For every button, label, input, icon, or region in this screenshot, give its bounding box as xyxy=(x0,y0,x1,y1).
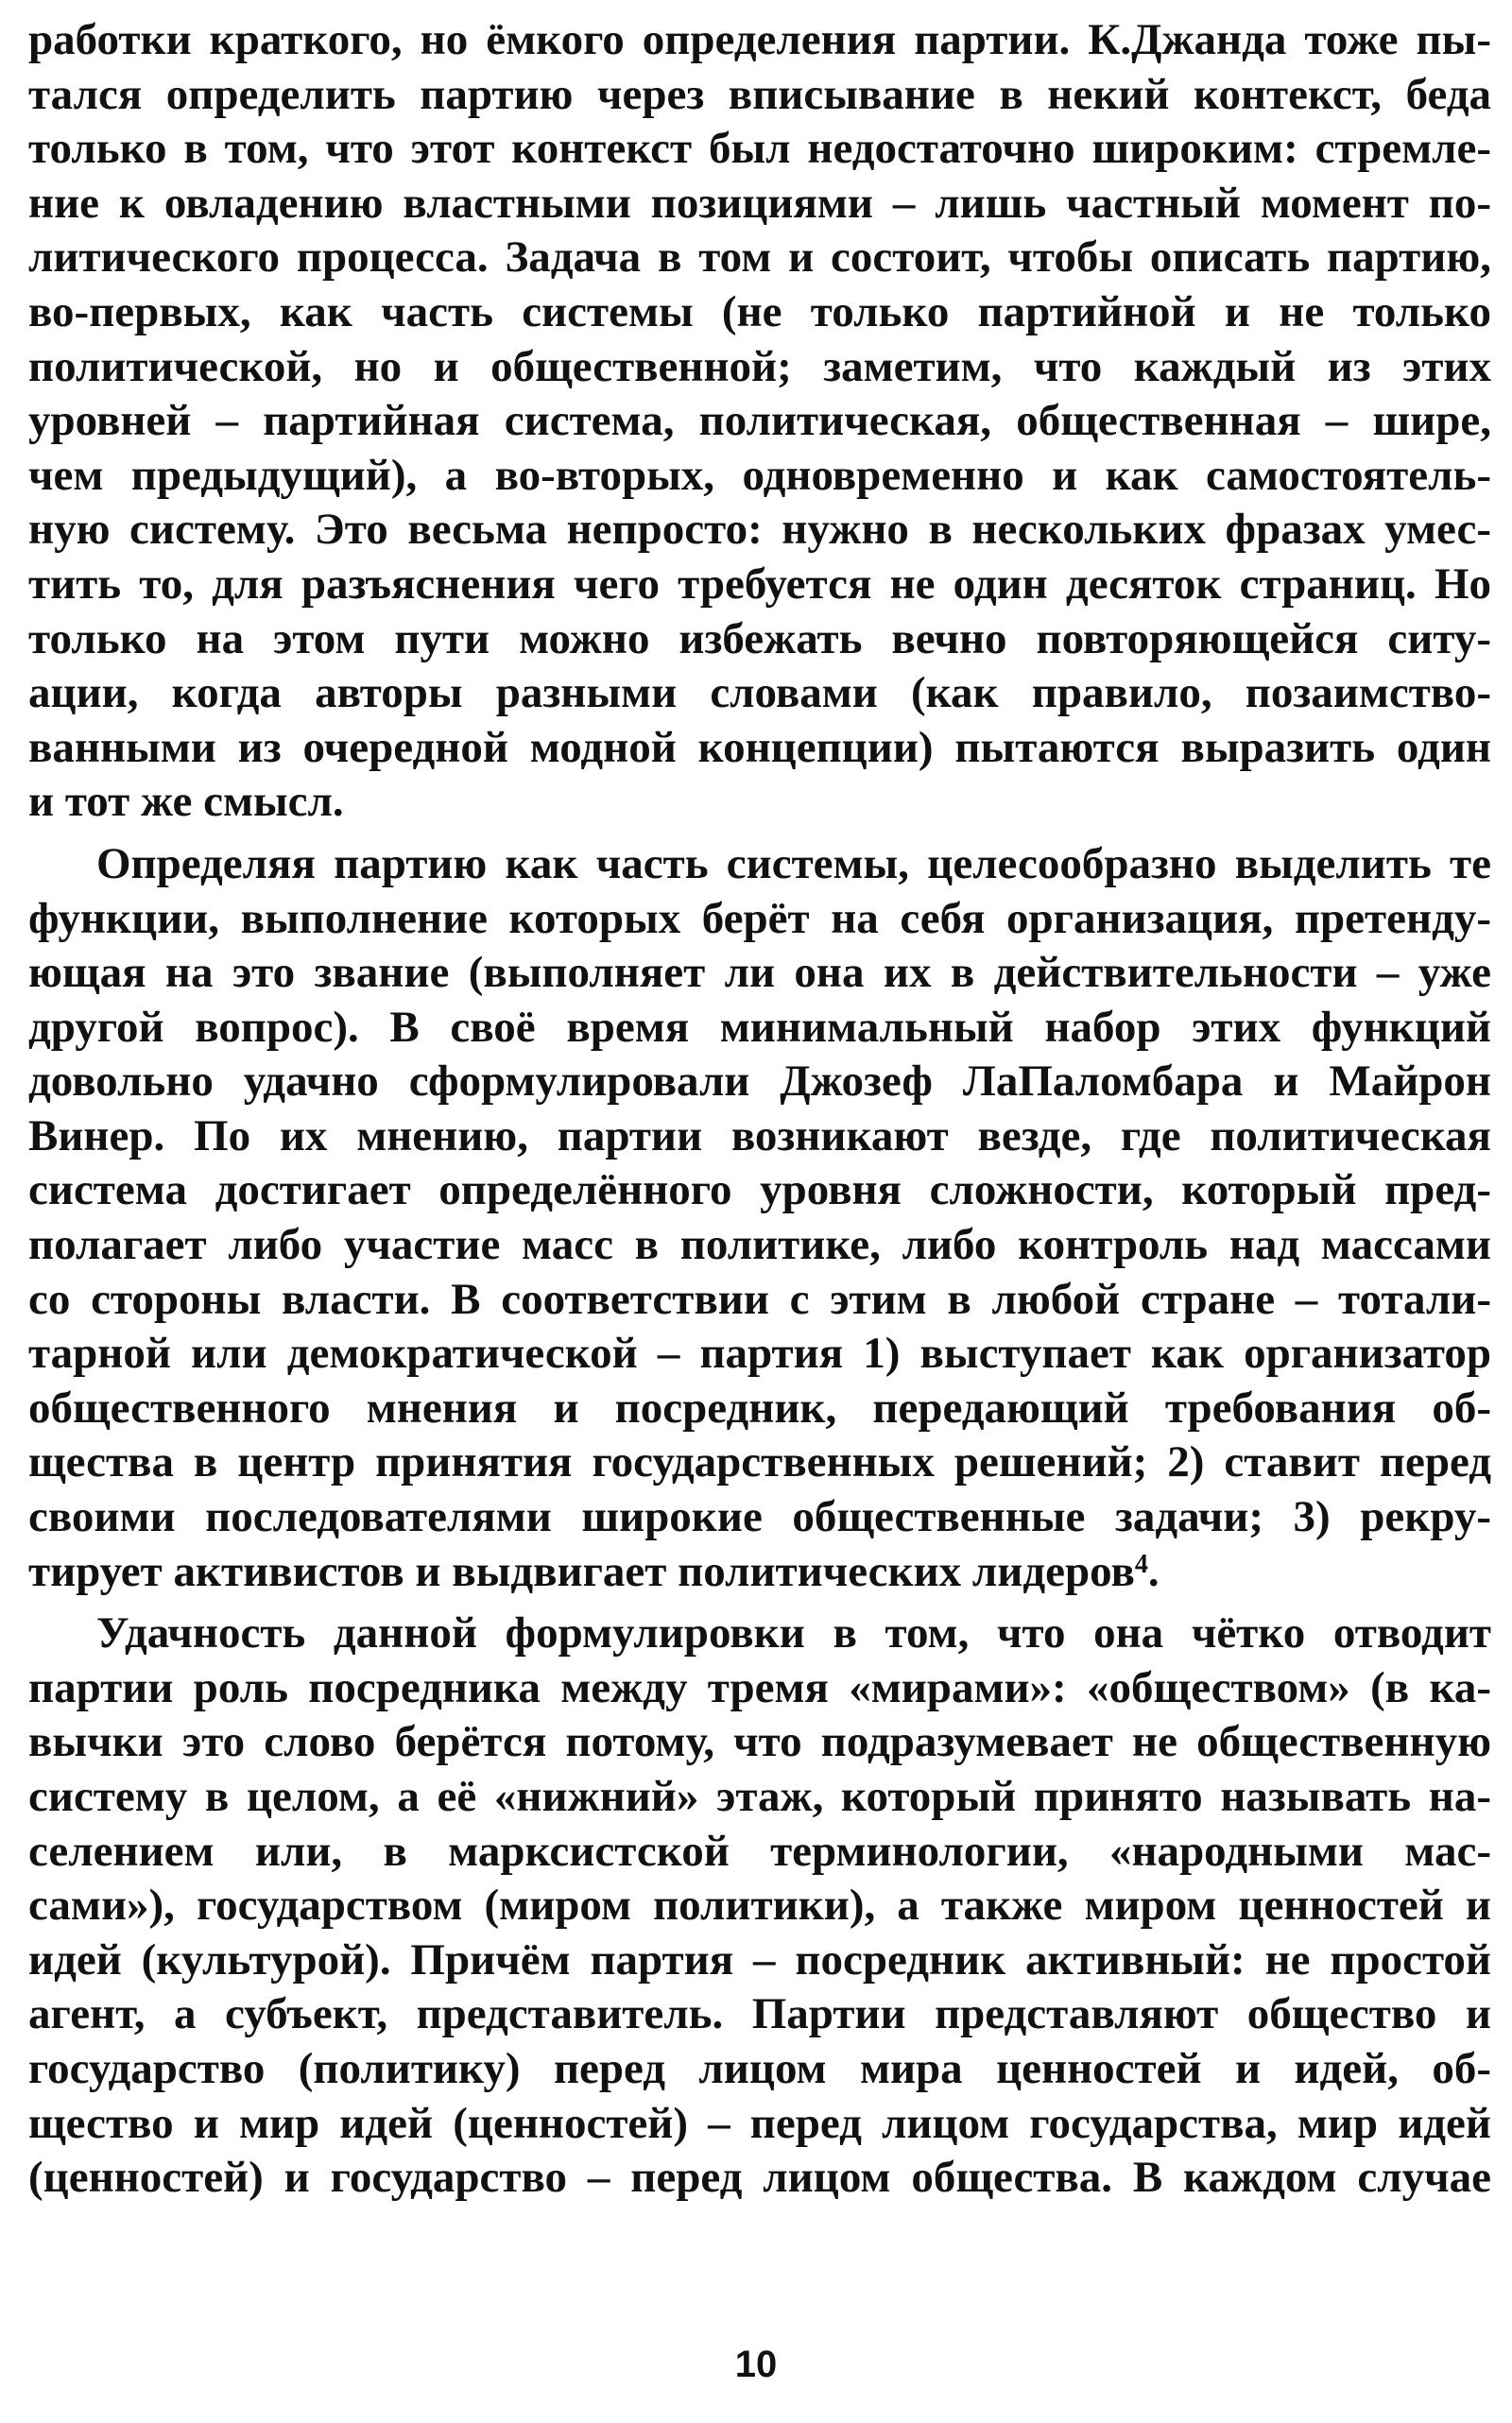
paragraph-3 xyxy=(28,1607,1491,2206)
page-number: 10 xyxy=(734,2344,778,2385)
paragraph-gap xyxy=(28,1599,1491,1607)
text-line: ации, когда авторы разными словами (как правило, позаимство- xyxy=(28,668,1491,718)
text-line: вычки это слово берётся потому, что подразумевает не общественную xyxy=(28,1717,1491,1767)
text-line: довольно удачно сформулировали Джозеф ЛаПаломбара и Майрон xyxy=(28,1057,1491,1107)
text-line: Удачность данной формулировки в том, что она чётко отводит xyxy=(96,1608,1491,1658)
sentence-end: . xyxy=(1147,1546,1160,1596)
text-line: щество и мир идей (ценностей) – перед лицом государства, мир идей xyxy=(28,2098,1491,2148)
text-line-content: тирует активистов и выдвигает политических лидеров xyxy=(28,1546,1135,1596)
text-line: агент, а субъект, представитель. Партии представляют общество и xyxy=(28,1989,1491,2039)
footnote-reference[interactable]: 4 xyxy=(1134,1549,1148,1579)
document-page xyxy=(28,13,1491,2206)
text-line: ние к овладению властными позициями – лишь частный момент по- xyxy=(28,178,1491,228)
paragraph-gap xyxy=(28,830,1491,837)
text-line: система достигает определённого уровня сложности, который пред- xyxy=(28,1165,1491,1215)
text-line: литического процесса. Задача в том и состоит, чтобы описать партию, xyxy=(28,232,1491,283)
text-line: другой вопрос). В своё время минимальный набор этих функций xyxy=(28,1002,1491,1052)
text-line: тался определить партию через вписывание в некий контекст, беда xyxy=(28,69,1491,119)
text-line: Определяя партию как часть системы, целесообразно выделить те xyxy=(96,838,1491,888)
text-line: только в том, что этот контекст был недостаточно широким: стремле- xyxy=(28,124,1491,174)
text-line: политической, но и общественной; заметим, что каждый из этих xyxy=(28,341,1491,391)
text-line-with-footnote xyxy=(28,1545,1491,1600)
text-line: ную систему. Это весьма непросто: нужно в нескольких фразах умес- xyxy=(28,505,1491,555)
text-line: селением или, в марксистской терминологии, «народными мас- xyxy=(28,1826,1491,1876)
text-line: функции, выполнение которых берёт на себя организация, претенду- xyxy=(28,893,1491,943)
text-line: тить то, для разъяснения чего требуется не один десяток страниц. Но xyxy=(28,558,1491,609)
paragraph-1 xyxy=(28,13,1491,830)
text-line: ющая на это звание (выполняет ли она их в действительности – уже xyxy=(28,948,1491,998)
text-line: ванными из очередной модной концепции) пытаются выразить один xyxy=(28,722,1491,772)
text-line: государство (политику) перед лицом мира ценностей и идей, об- xyxy=(28,2043,1491,2093)
text-line: Винер. По их мнению, партии возникают везде, где политическая xyxy=(28,1110,1491,1160)
text-line: сами»), государством (миром политики), а также миром ценностей и xyxy=(28,1881,1491,1931)
text-line: во-первых, как часть системы (не только партийной и не только xyxy=(28,286,1491,336)
paragraph-2 xyxy=(28,837,1491,1599)
text-line: систему в целом, а её «нижний» этаж, который принято называть на- xyxy=(28,1772,1491,1821)
text-line: общественного мнения и посредник, передающий требования об- xyxy=(28,1383,1491,1433)
text-line: щества в центр принятия государственных решений; 2) ставит перед xyxy=(28,1437,1491,1487)
text-line: уровней – партийная система, политическая, общественная – шире, xyxy=(28,396,1491,446)
text-line: тарной или демократической – партия 1) выступает как организатор xyxy=(28,1329,1491,1379)
text-line: работки краткого, но ёмкого определения партии. К.Джанда тоже пы- xyxy=(28,15,1491,64)
text-line: чем предыдущий), а во-вторых, одновременно и как самостоятель- xyxy=(28,450,1491,500)
text-line: со стороны власти. В соответствии с этим в любой стране – тотали- xyxy=(28,1274,1491,1324)
text-line: идей (культурой). Причём партия – посредник активный: не простой xyxy=(28,1934,1491,1985)
text-line: партии роль посредника между тремя «мирами»: «обществом» (в ка- xyxy=(28,1662,1491,1712)
text-line: своими последователями широкие общественные задачи; 3) рекру- xyxy=(28,1492,1491,1542)
text-line: (ценностей) и государство – перед лицом общества. В каждом случае xyxy=(28,2153,1491,2203)
text-line: только на этом пути можно избежать вечно повторяющейся ситу- xyxy=(28,613,1491,663)
text-line: и тот же смысл. xyxy=(28,777,344,827)
text-line: полагает либо участие масс в политике, либо контроль над массами xyxy=(28,1220,1491,1270)
